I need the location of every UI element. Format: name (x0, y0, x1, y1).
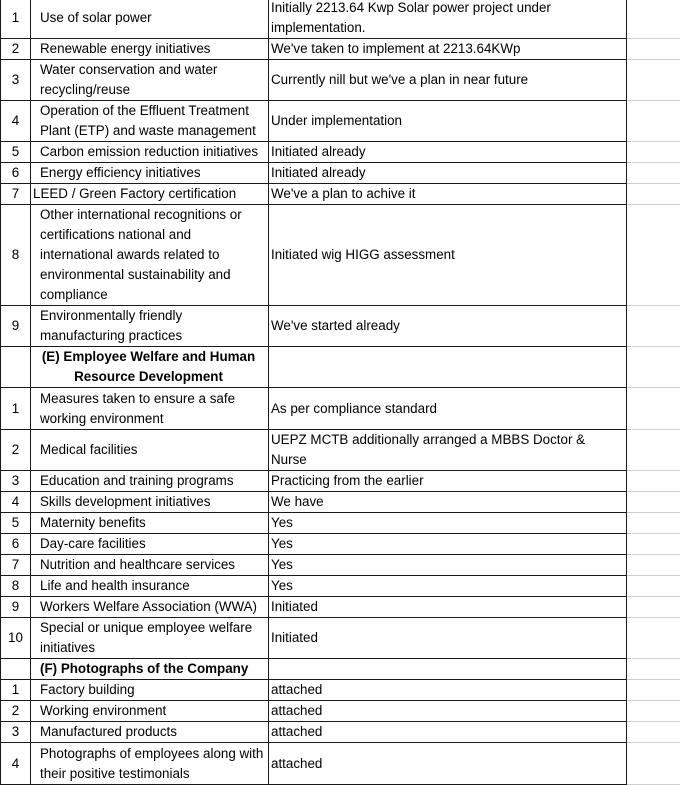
table-row (1, 388, 680, 430)
section-header-row (1, 347, 680, 388)
description-cell[interactable]: Day-care facilities (31, 534, 269, 555)
row-number-cell[interactable]: 3 (1, 722, 31, 743)
empty-cell[interactable] (627, 701, 680, 722)
table-row (1, 513, 680, 534)
row-number-cell[interactable]: 7 (1, 184, 31, 205)
answer-cell[interactable]: Currently nill but we've a plan in near future (269, 60, 627, 101)
empty-cell[interactable] (627, 101, 680, 142)
answer-cell[interactable]: Practicing from the earlier (269, 471, 627, 492)
empty-cell[interactable] (627, 576, 680, 597)
table-row (1, 743, 680, 785)
description-cell[interactable]: Life and health insurance (31, 576, 269, 597)
answer-cell[interactable]: We've a plan to achive it (269, 184, 627, 205)
answer-cell[interactable]: We've started already (269, 306, 627, 347)
answer-cell[interactable]: We have (269, 492, 627, 513)
empty-cell[interactable] (627, 0, 680, 39)
answer-cell[interactable] (269, 659, 627, 680)
row-number-cell[interactable]: 2 (1, 701, 31, 722)
row-number-cell[interactable]: 1 (1, 388, 31, 430)
table-row (1, 701, 680, 722)
description-cell[interactable]: Use of solar power (31, 0, 269, 39)
row-number-cell[interactable]: 7 (1, 555, 31, 576)
empty-cell[interactable] (627, 163, 680, 184)
empty-cell[interactable] (627, 659, 680, 680)
table-row (1, 680, 680, 701)
answer-cell[interactable]: As per compliance standard (269, 388, 627, 430)
empty-cell[interactable] (627, 722, 680, 743)
description-cell[interactable]: Working environment (31, 701, 269, 722)
answer-cell[interactable]: Initiated (269, 597, 627, 618)
row-number-cell[interactable]: 6 (1, 534, 31, 555)
description-cell[interactable]: Energy efficiency initiatives (31, 163, 269, 184)
answer-cell[interactable]: We've taken to implement at 2213.64KWp (269, 39, 627, 60)
row-number-cell[interactable]: 4 (1, 101, 31, 142)
row-number-cell[interactable]: 3 (1, 60, 31, 101)
row-number-cell[interactable]: 8 (1, 205, 31, 306)
row-number-cell[interactable]: 1 (1, 0, 31, 39)
answer-cell[interactable]: UEPZ MCTB additionally arranged a MBBS Doctor & Nurse (269, 430, 627, 471)
table-row (1, 471, 680, 492)
row-number-cell[interactable]: 3 (1, 471, 31, 492)
description-cell[interactable]: Special or unique employee welfare initiatives (31, 618, 269, 659)
answer-cell[interactable]: Initiated already (269, 163, 627, 184)
answer-cell[interactable]: attached (269, 701, 627, 722)
answer-cell[interactable]: Initiated already (269, 142, 627, 163)
row-number-cell[interactable]: 2 (1, 39, 31, 60)
empty-cell[interactable] (627, 513, 680, 534)
row-number-cell[interactable]: 8 (1, 576, 31, 597)
row-number-cell[interactable]: 4 (1, 492, 31, 513)
description-cell[interactable]: Operation of the Effluent Treatment Plant (ETP) and waste management (31, 101, 269, 142)
empty-cell[interactable] (627, 430, 680, 471)
empty-cell[interactable] (627, 555, 680, 576)
description-cell[interactable]: Education and training programs (31, 471, 269, 492)
row-number-cell[interactable]: 2 (1, 430, 31, 471)
description-cell[interactable]: Skills development initiatives (31, 492, 269, 513)
row-number-cell[interactable]: 5 (1, 142, 31, 163)
empty-cell[interactable] (627, 388, 680, 430)
table-row (1, 534, 680, 555)
description-cell[interactable]: Photographs of employees along with their positive testimonials (31, 743, 269, 785)
row-number-cell[interactable]: 4 (1, 743, 31, 785)
description-cell[interactable]: Environmentally friendly manufacturing practices (31, 306, 269, 347)
answer-cell[interactable]: Under implementation (269, 101, 627, 142)
description-cell[interactable]: Carbon emission reduction initiatives (31, 142, 269, 163)
table-row (1, 492, 680, 513)
section-header-row (1, 659, 680, 680)
empty-cell[interactable] (627, 347, 680, 388)
answer-cell[interactable]: attached (269, 743, 627, 785)
answer-cell[interactable]: Initiated wig HIGG assessment (269, 205, 627, 306)
empty-cell[interactable] (627, 306, 680, 347)
table-row (1, 101, 680, 142)
empty-cell[interactable] (627, 39, 680, 60)
empty-cell[interactable] (627, 184, 680, 205)
empty-cell[interactable] (627, 743, 680, 785)
table-row (1, 39, 680, 60)
answer-cell[interactable]: Initiated (269, 618, 627, 659)
empty-cell[interactable] (627, 471, 680, 492)
answer-cell[interactable]: Yes (269, 555, 627, 576)
answer-cell[interactable]: Yes (269, 576, 627, 597)
table-row (1, 0, 680, 39)
spreadsheet-body (1, 0, 680, 785)
row-number-cell[interactable]: 6 (1, 163, 31, 184)
answer-cell[interactable]: Initially 2213.64 Kwp Solar power project under implementation. (269, 0, 627, 39)
row-number-cell[interactable]: 10 (1, 618, 31, 659)
empty-cell[interactable] (627, 142, 680, 163)
description-cell[interactable]: Measures taken to ensure a safe working environment (31, 388, 269, 430)
empty-cell[interactable] (627, 534, 680, 555)
table-row (1, 60, 680, 101)
table-row (1, 576, 680, 597)
empty-cell[interactable] (627, 680, 680, 701)
description-cell[interactable]: LEED / Green Factory certification (31, 184, 269, 205)
section-title[interactable]: (E) Employee Welfare and Human Resource Development (31, 347, 269, 388)
row-number-cell[interactable]: 9 (1, 597, 31, 618)
description-cell[interactable]: Water conservation and water recycling/reuse (31, 60, 269, 101)
row-number-cell[interactable] (1, 347, 31, 388)
answer-cell[interactable] (269, 347, 627, 388)
table-row (1, 142, 680, 163)
description-cell[interactable]: Other international recognitions or certifications national and international awards related to environmental sustainability and compliance (31, 205, 269, 306)
table-row (1, 722, 680, 743)
description-cell[interactable]: Maternity benefits (31, 513, 269, 534)
description-cell[interactable]: Factory building (31, 680, 269, 701)
description-cell[interactable]: Medical facilities (31, 430, 269, 471)
table-row (1, 163, 680, 184)
row-number-cell[interactable]: 9 (1, 306, 31, 347)
row-number-cell[interactable]: 1 (1, 680, 31, 701)
description-cell[interactable]: Renewable energy initiatives (31, 39, 269, 60)
empty-cell[interactable] (627, 597, 680, 618)
answer-cell[interactable]: Yes (269, 513, 627, 534)
empty-cell[interactable] (627, 618, 680, 659)
table-row (1, 430, 680, 471)
answer-cell[interactable]: attached (269, 680, 627, 701)
section-title[interactable]: (F) Photographs of the Company (31, 659, 269, 680)
table-row (1, 618, 680, 659)
answer-cell[interactable]: attached (269, 722, 627, 743)
row-number-cell[interactable] (1, 659, 31, 680)
table-row (1, 306, 680, 347)
table-row (1, 555, 680, 576)
empty-cell[interactable] (627, 205, 680, 306)
answer-cell[interactable]: Yes (269, 534, 627, 555)
description-cell[interactable]: Manufactured products (31, 722, 269, 743)
table-row (1, 597, 680, 618)
table-row (1, 205, 680, 306)
description-cell[interactable]: Workers Welfare Association (WWA) (31, 597, 269, 618)
empty-cell[interactable] (627, 60, 680, 101)
row-number-cell[interactable]: 5 (1, 513, 31, 534)
table-row (1, 184, 680, 205)
empty-cell[interactable] (627, 492, 680, 513)
description-cell[interactable]: Nutrition and healthcare services (31, 555, 269, 576)
